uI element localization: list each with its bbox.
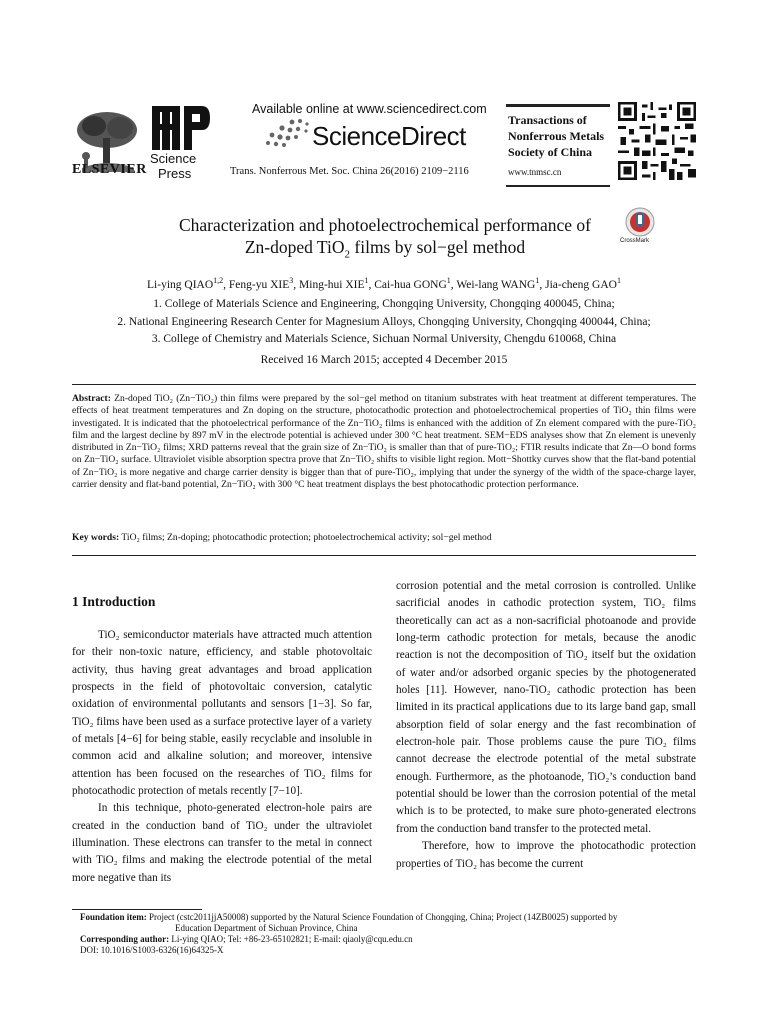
corresponding-label: Corresponding author: [80, 934, 170, 944]
author-name: Li-ying QIAO [147, 278, 214, 291]
author-affiliation-mark: 3 [289, 276, 294, 285]
journal-title: Transactions of Nonferrous Metals Society of China [508, 113, 605, 159]
qr-code-icon [618, 102, 696, 180]
author-name: Jia-cheng GAO [545, 278, 617, 291]
foundation-label: Foundation item: [80, 912, 147, 922]
foundation-footnote [80, 912, 696, 923]
left-paragraph-1: TiO₂ semiconductor materials have attracted much attention for their non-toxic nature, efficiency, and stable photovoltaic activity, thus having great advantages and broad application prospects in the field of photovoltaic conversion, catalytic oxidation of environmental pollutants and sensors [1−3]. So far, TiO₂ films have been used as a surface protective layer of a variety of metals [4−6] for being stable, easily recyclable and insoluble in common acid and alkaline solution; and moreover, intensive attention has been focused on the researches of TiO₂ films for photocathodic protection of metals recently [7−10]. [72, 629, 372, 798]
author-name: Wei-lang WANG [456, 278, 536, 291]
crossmark-icon[interactable] [625, 207, 655, 237]
left-column [72, 627, 372, 887]
affiliation-3: 3. College of Chemistry and Materials Science, Sichuan Normal University, Chengdu 610068, China [151, 333, 617, 345]
received-dates: Received 16 March 2015; accepted 4 December 2015 [260, 354, 508, 366]
title-line1: Characterization and photoelectrochemical performance of [178, 215, 591, 235]
keywords-label: Key words: [72, 532, 120, 543]
science-press-line1: Science [150, 151, 197, 166]
author-affiliation-mark: 1 [616, 276, 621, 285]
abstract-label: Abstract: [72, 393, 111, 404]
article-title [150, 214, 620, 266]
science-press-line2: Press [158, 166, 192, 181]
journal-citation: Trans. Nonferrous Met. Soc. China 26(2016) 2109−2116 [230, 166, 469, 177]
science-press-wordmark [150, 151, 196, 181]
left-paragraph-2: In this technique, photo-generated electron-hole pairs are created in the conduction band of TiO₂ under the ultraviolet illumination. These electrons can transfer to the metal in connect with TiO₂ films and making the electrode potential of the metal more negative than its [72, 802, 372, 884]
corresponding-footnote [80, 934, 696, 945]
section-heading: 1 Introduction [72, 594, 156, 609]
author-name: Cai-hua GONG [374, 278, 447, 291]
right-paragraph-2: Therefore, how to improve the photocathodic protection properties of TiO₂ has become the current [396, 840, 696, 870]
sciencedirect-wordmark: ScienceDirect [312, 121, 466, 151]
sciencedirect-dots-icon [262, 116, 312, 150]
title-line2-a: Zn-doped TiO [244, 237, 345, 257]
abstract-bottom-rule [72, 555, 696, 556]
author-list: Li-ying QIAO$^{1,2}$, Feng-yu XIE$^3$, Ming-hui XIE$^1$, Cai-hua GONG$^1$, Wei-lang WANG$^1$, Jia-cheng GAO$^1$ [147, 276, 621, 291]
doi-footnote[interactable]: DOI: 10.1016/S1003-6326(16)64325-X [80, 945, 224, 955]
author-affiliation-mark: 1,2 [213, 276, 224, 285]
elsevier-wordmark: ELSEVIER [72, 162, 147, 177]
author-name: Ming-hui XIE [299, 278, 365, 291]
title-line2 [150, 236, 620, 266]
journal-url: www.tnmsc.cn [508, 167, 562, 177]
corresponding-text: Li-ying QIAO; Tel: +86-23-65102821; E-mail: qiaoly@cqu.edu.cn [171, 934, 413, 944]
abstract [72, 393, 696, 491]
right-column [396, 578, 696, 873]
abstract-top-rule [72, 384, 696, 385]
author-affiliation-mark: 1 [535, 276, 540, 285]
available-online-text: Available online at www.sciencedirect.com [252, 102, 487, 116]
keywords [72, 532, 696, 544]
foundation-text: Project (cstc2011jjA50008) supported by the Natural Science Foundation of Chongqing, China; Project (14ZB0025) supported by [149, 912, 618, 922]
footnote-rule [72, 909, 202, 910]
affiliation-2: 2. National Engineering Research Center for Magnesium Alloys, Chongqing University, Chongqing 400044, China; [117, 316, 651, 328]
author-name: Feng-yu XIE [228, 278, 290, 291]
author-affiliation-mark: 1 [364, 276, 369, 285]
title-line2-b: films by sol−gel method [350, 237, 526, 257]
foundation-footnote-cont: Education Department of Sichuan Province, China [175, 923, 358, 933]
title-line2-sub: 2 [344, 248, 351, 261]
author-affiliation-mark: 1 [446, 276, 451, 285]
science-press-logo [150, 104, 212, 152]
keywords-text: TiO₂ films; Zn-doping; photocathodic protection; photoelectrochemical activity; sol−gel method [121, 532, 492, 543]
crossmark-label: CrossMark [620, 238, 650, 244]
abstract-text: Zn-doped TiO₂ (Zn−TiO₂) thin films were prepared by the sol−gel method on titanium substrates with heat treatment at different temperatures. The effects of heat treatment temperatures and Zn doping on the structure, photocathodic protection and photoelectrochemical properties of TiO₂ thin films were investigated. It is indicated that the photoelectrical performance of the Zn−TiO₂ films is enhanced with the addition of Zn element compared with the pure-TiO₂ film and the largest decline by 897 mV in the electrode potential is achieved under 300 °C heat treatment. SEM−EDS analyses show that Zn element is unevenly distributed in Zn−TiO₂ films; XRD patterns reveal that the grain size of Zn−TiO₂ is smaller than that of pure-TiO₂; FTIR results indicate that Zn—O bond forms on Zn−TiO₂ surface. Ultraviolet visible absorption spectra prove that Zn−TiO₂ shifts to visible light region. Mott−Shottky curves show that the flat-band potential of Zn−TiO₂ is more negative and charge carrier density is bigger than that of pure-TiO₂, implying that under the synergy of the width of the space-charge layer, carrier density and flat-band potential, Zn−TiO₂ with 300 °C heat treatment displays the best photocathodic protection performance. [72, 393, 696, 491]
affiliation-1: 1. College of Materials Science and Engineering, Chongqing University, Chongqing 400045, China; [153, 298, 615, 310]
right-paragraph-1: corrosion potential and the metal corrosion is controlled. Unlike sacrificial anodes in cathodic protection system, TiO₂ films theoretically can act as a non-sacrificial photoanode and provide long-term cathodic protection for metals, because the anodic reaction is not the decomposition of TiO₂ itself but the oxidation of water and/or adsorbed organic species by the photogenerated holes [11]. However, nano-TiO₂ cathodic protection has been limited in its practical applications due to its large band gap, small absorption field of solar energy and the fast recombination of electron-hole pair. Those problems cause the pure TiO₂ films cannot decrease the electrode potential of the metal substrate enough. Furthermore, as the photoanode, TiO₂’s conduction band potential should be lower than the corrosion potential of the metal which is to be protected, to make sure photo-generated electrons from the conduction band transfer to the protected metal. [396, 580, 696, 835]
